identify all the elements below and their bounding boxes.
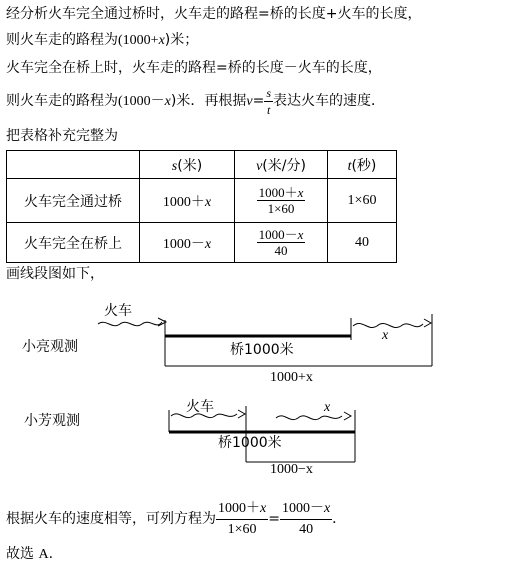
x-label-1: x	[382, 328, 389, 343]
v-fraction: $\frac{1000+x}{1\times 60}$	[258, 185, 304, 216]
train-label-2: 火车	[186, 399, 214, 415]
table-row	[7, 179, 397, 223]
observer-label-2: 小芳观测	[24, 413, 80, 429]
total-label-2: 1000−x	[270, 462, 313, 477]
table-cell-t: 1×60	[328, 179, 397, 223]
table-cell-v	[235, 223, 328, 263]
arrow-head	[344, 412, 351, 420]
table-row-label: 火车完全在桥上	[7, 223, 140, 263]
line-5: 把表格补充完整为	[6, 128, 118, 144]
line-2: 则火车走的路程为(1000+x)米；	[6, 32, 199, 48]
v-fraction: $\frac{1000-x}{40}$	[258, 227, 304, 258]
table-header-t: t(秒)	[328, 151, 397, 179]
total-label-1: 1000+x	[270, 370, 313, 385]
x-wave	[276, 416, 342, 420]
arrow-head	[424, 319, 431, 327]
bridge-label-2: 桥1000米	[218, 435, 282, 451]
line-8: 故选 A.	[6, 546, 54, 562]
x-wave	[353, 323, 423, 327]
table-header-row	[7, 151, 397, 179]
table-header-v: v(米/分)	[235, 151, 328, 179]
table-cell-s: 1000＋x	[140, 179, 235, 223]
line-4: 则火车走的路程为(1000－x)米．再根据v= $\frac{s}{t}$ 表达火车的速度．	[6, 85, 385, 117]
table-row-label: 火车完全通过桥	[7, 179, 140, 223]
equation-right-fraction: $\frac{1000-x}{40}$	[281, 500, 331, 537]
data-table	[6, 150, 397, 263]
x-label-2: x	[324, 400, 331, 415]
observer-label-1: 小亮观测	[22, 339, 78, 355]
line-1: 经分析火车完全通过桥时，火车走的路程=桥的长度+火车的长度，	[6, 6, 422, 22]
table-header-s: s(米)	[140, 151, 235, 179]
table-cell-t: 40	[328, 223, 397, 263]
arrow-head	[238, 410, 245, 418]
table-cell-v	[235, 179, 328, 223]
line-3: 火车完全在桥上时，火车走的路程=桥的长度－火车的长度，	[6, 60, 382, 76]
table-row	[7, 223, 397, 263]
table-header-blank	[7, 151, 140, 179]
line-6: 画线段图如下，	[6, 266, 104, 282]
table-cell-s: 1000－x	[140, 223, 235, 263]
s-over-t-fraction: $\frac{s}{t}$	[266, 85, 271, 117]
train-wave	[98, 322, 162, 326]
equation-left-fraction: $\frac{1000+x}{1\times 60}$	[218, 500, 267, 537]
line-7: 根据火车的速度相等，可列方程为 $\frac{1000+x}{1\times 60}$ = $\frac{1000-x}{40}$ ．	[6, 496, 346, 542]
bridge-label-1: 桥1000米	[230, 342, 294, 358]
train-label-1: 火车	[104, 303, 132, 319]
